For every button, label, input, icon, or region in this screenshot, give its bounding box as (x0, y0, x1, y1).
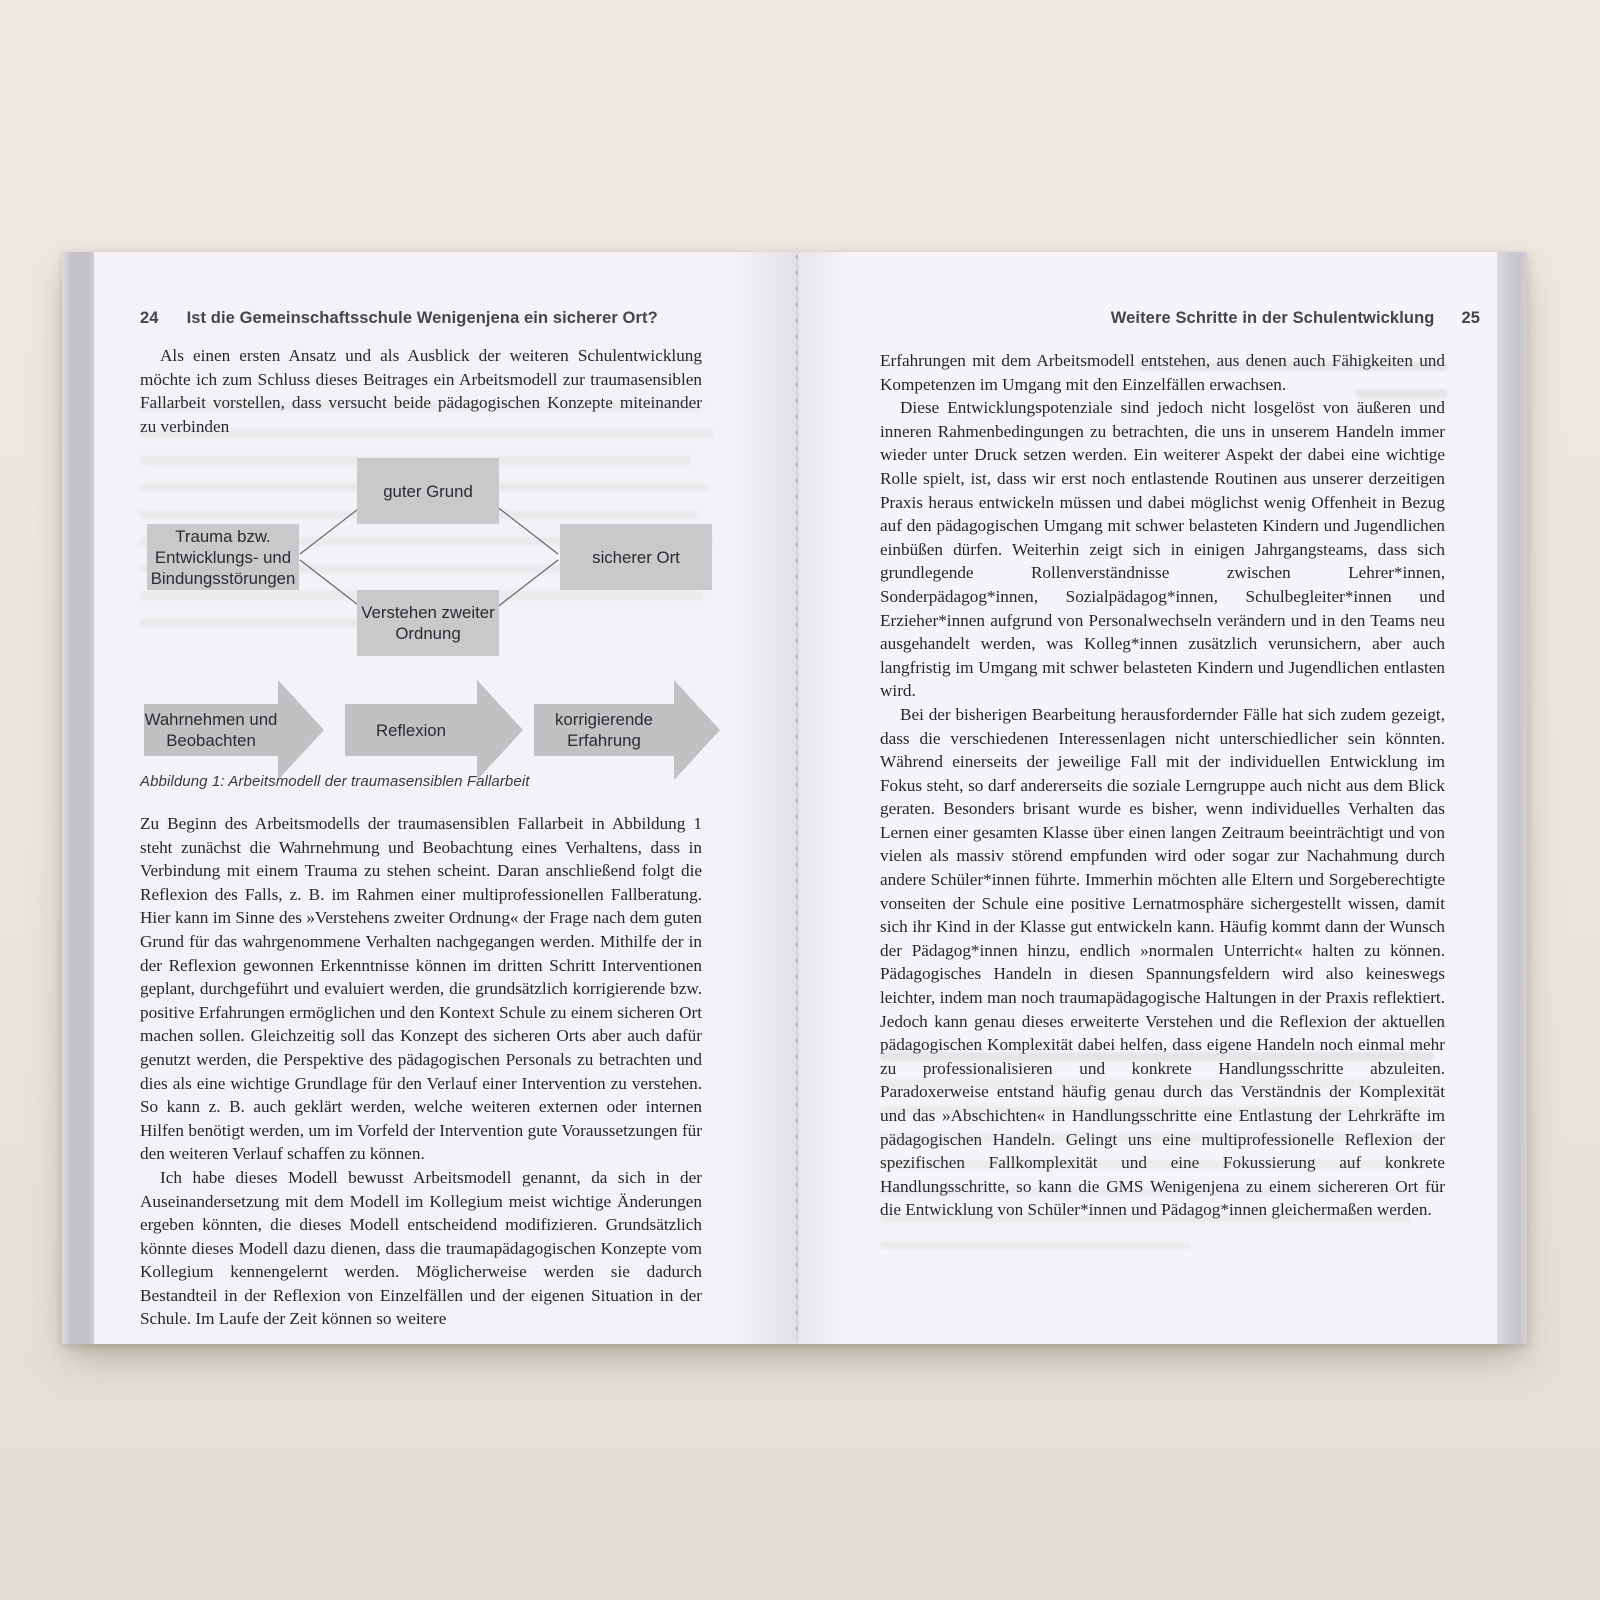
body-paragraph: Zu Beginn des Arbeitsmodells der traumasensiblen Fallarbeit in Abbildung 1 steht zunächst die Wahrnehmung und Beobachtung eines Verhaltens, dass in Verbindung mit einem Trauma zu stehen scheint. Daran anschließend folgt die Reflexion des Falls, z. B. im Rahmen einer multiprofessionellen Fallberatung. Hier kann im Sinne des »Verstehens zweiter Ordnung« der Frage nach dem guten Grund für das wahrgenommene Verhalten nachgegangen werden. Mithilfe der in der Reflexion gewonnen Erkenntnisse können im dritten Schritt Interventionen geplant, durchgeführt und evaluiert werden, die grundsätzlich korrigierende bzw. positive Erfahrungen ermöglichen und den Kontext Schule zu einem sicheren Ort machen sollen. Gleichzeitig soll das Konzept des sicheren Orts aber auch dafür genutzt werden, die Perspektive des pädagogischen Personals zu betrachten und dies als eine wichtige Grundlage für den Verlauf einer Intervention zu verstehen. So kann z. B. auch geklärt werden, welche weiteren externen oder internen Hilfen benötigt werden, um im Vorfeld der Intervention gute Voraussetzungen für den weiteren Verlauf schaffen zu können. (140, 814, 702, 1164)
right-page-body (880, 349, 1445, 1222)
arrow-head (674, 680, 720, 780)
page-stack-edge-left (62, 252, 94, 1344)
left-page-body (140, 812, 702, 1331)
arrow-label-korrigierende: korrigierende Erfahrung (555, 710, 653, 750)
page-number-right: 25 (1461, 309, 1480, 327)
gutter-shadow-right (798, 252, 850, 1344)
arrow-label-reflexion: Reflexion (376, 720, 446, 740)
diagram-box-trauma: Trauma bzw. Entwicklungs- und Bindungsstörungen (147, 524, 299, 590)
process-arrow-2 (345, 680, 523, 780)
arrow-label-wahrnehmen: Wahrnehmen und Beobachten (144, 710, 278, 750)
body-paragraph: Bei der bisherigen Bearbeitung herausfordernder Fälle hat sich zudem gezeigt, dass die verschiedenen Interessenlagen nicht unterschiedlicher sein könnten. Während einerseits der jeweilige Fall mit der individuellen Entwicklung im Fokus steht, so darf andererseits die soziale Lerngruppe auch nicht aus dem Blick geraten. Besonders brisant wurde es bisher, wenn individuelles Verhalten das Lernen einer gesamten Klasse über einen langen Zeitraum beeinträchtigt und von vielen als massiv störend empfunden wird oder sogar zur Nachahmung durch andere Schüler*innen führte. Immerhin möchten alle Eltern und Sorgeberechtigte vonseiten der Schule eine positive Lernatmosphäre sichergestellt wissen, damit sich ihr Kind in der Klasse gut entwickeln kann. Häufig kommt dann der Wunsch der Pädagog*innen hinzu, endlich »normalen Unterricht« halten zu können. Pädagogisches Handeln in diesen Spannungsfeldern wird also keineswegs leichter, indem man noch traumapädagogische Haltungen in der Praxis reflektiert. Jedoch kann genau dieses erweiterte Verstehen und die Reflexion der aktuellen pädagogischen Komplexität dabei helfen, dass eigene Handeln noch einmal mehr zu professionalisieren und konkrete Handlungsschritte abzuleiten. Paradoxerweise entstand häufig genau durch das Verständnis der Komplexität und das »Abschichten« in Handlungsschritte eine Entlastung der Lehrkräfte im pädagogischen Handeln. Gelingt uns eine multiprofessionelle Reflexion der spezifischen Fallkomplexität und eine Fokussierung auf konkrete Handlungsschritte, so kann die GMS Wenigenjena zu einem sichereren Ort für die Entwicklung von Schüler*innen und Pädagog*innen gleichermaßen werden. (880, 704, 1445, 1220)
arrow-head (278, 680, 324, 780)
figure-caption: Abbildung 1: Arbeitsmodell der traumasensiblen Fallarbeit (140, 773, 530, 790)
process-arrow-3 (534, 680, 720, 780)
figure-arbeitsmodell (140, 450, 720, 790)
page-left (62, 252, 798, 1344)
running-head-left-title: Ist die Gemeinschaftsschule Wenigenjena ein sicherer Ort? (186, 309, 658, 327)
page-right (798, 252, 1527, 1344)
page-stack-edge-right (1497, 252, 1527, 1344)
gutter-shadow-left (736, 252, 798, 1344)
binding-stitch-line (796, 255, 798, 1341)
diagram-box-sicherer-ort: sicherer Ort (560, 524, 712, 590)
body-paragraph: Erfahrungen mit dem Arbeitsmodell entstehen, aus denen auch Fähigkeiten und Kompetenzen im Umgang mit den Einzelfällen erwachsen. (880, 351, 1445, 394)
diagram-box-verstehen: Verstehen zweiter Ordnung (357, 590, 499, 656)
page-number-left: 24 (140, 309, 159, 327)
running-head-left (140, 309, 702, 328)
intro-paragraph: Als einen ersten Ansatz und als Ausblick der weiteren Schulentwicklung möchte ich zum Schluss dieses Beitrages ein Arbeitsmodell zur traumasensiblen Fallarbeit vorstellen, dass versucht beide pädagogischen Konzepte miteinander zu verbinden (140, 346, 702, 436)
diagram-box-guter-grund: guter Grund (357, 458, 499, 524)
arrow-head (477, 680, 523, 780)
running-head-right-title: Weitere Schritte in der Schulentwicklung (1110, 309, 1435, 327)
book-spread (62, 252, 1527, 1344)
process-arrow-1 (144, 680, 324, 780)
body-paragraph: Diese Entwicklungspotenziale sind jedoch nicht losgelöst von äußeren und inneren Rahmenbedingungen zu betrachten, die uns in unserem Handeln immer wieder unter Druck setzen werden. Ein weiterer Aspekt der dabei eine wichtige Rolle spielt, ist, dass wir erst noch entlastende Routinen aus unserer derzeitigen Praxis heraus entwickeln müssen und dabei möglichst wenig Offenheit in Bezug auf den pädagogischen Umgang mit schwer belasteten Kindern und Jugendlichen einbüßen dürfen. Weiterhin zeigt sich in einigen Jahrgangsteams, dass sich grundlegende Rollenverständnisse zwischen Lehrer*innen, Sonderpädagog*innen, Sozialpädagog*innen, Schulbegleiter*innen und Erzieher*innen aufgrund von Personalwechseln verändern und in den Teams neu ausgehandelt werden, was Kolleg*innen zusätzlich verunsichern, aber auch langfristig im Umgang mit schwer belasteten Kindern und Jugendlichen entlasten wird. (880, 398, 1445, 701)
body-paragraph: Ich habe dieses Modell bewusst Arbeitsmodell genannt, da sich in der Auseinandersetzung mit dem Modell im Kollegium meist wichtige Änderungen ergeben könnten, die dieses Modell entscheidend modifizieren. Grundsätzlich könnte dieses Modell dazu dienen, dass die traumapädagogischen Konzepte vom Kollegium kennengelernt werden. Möglicherweise werden sie dadurch Bestandteil in der Reflexion von Einzelfällen und der eigenen Situation in der Schule. Im Laufe der Zeit können so weitere (140, 1167, 702, 1329)
running-head-right (880, 309, 1480, 328)
